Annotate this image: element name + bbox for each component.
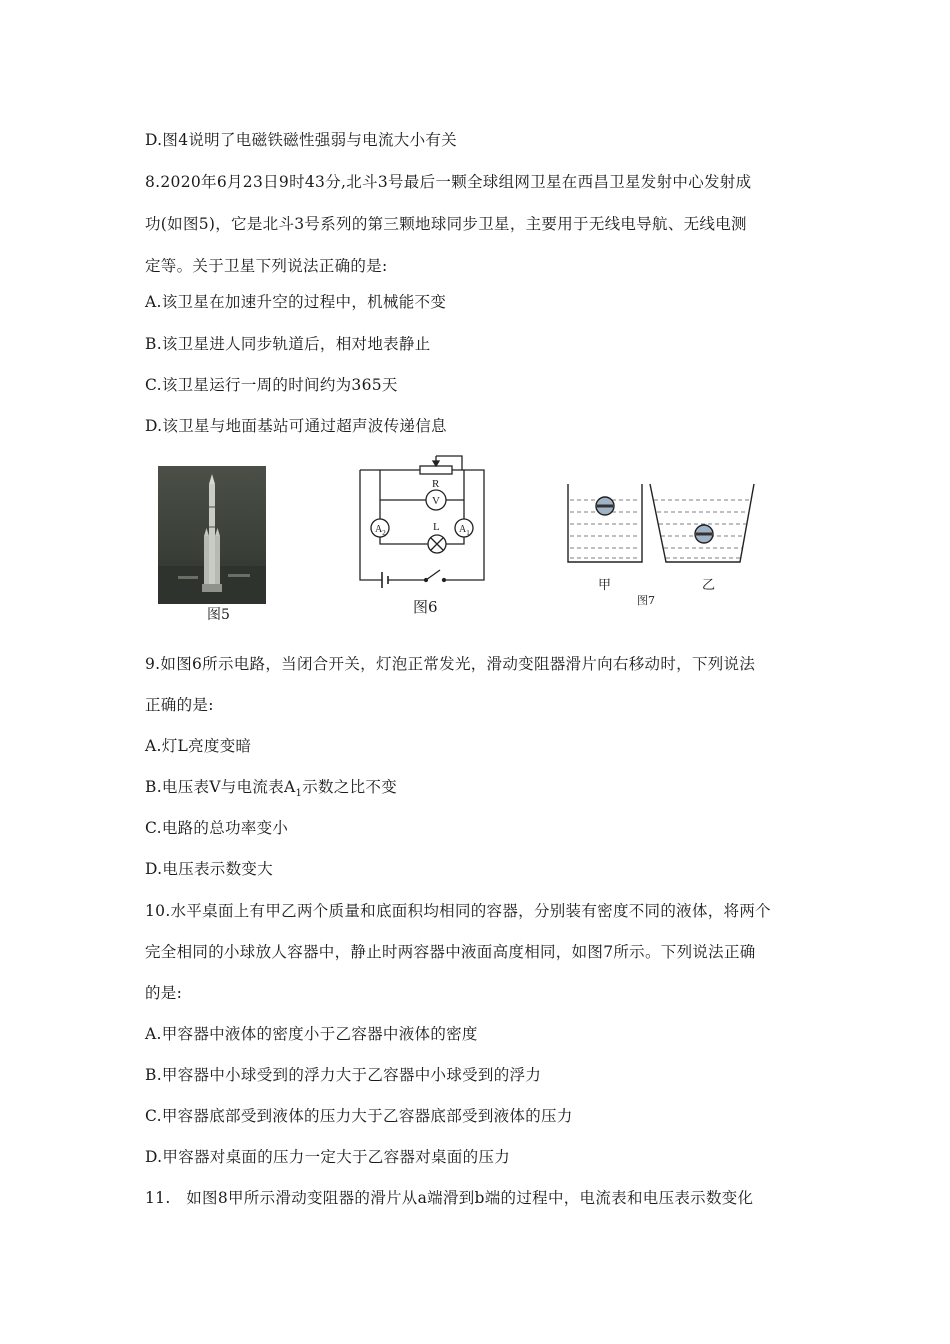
figure-6-caption: 图6 [413, 598, 438, 616]
question-9-line2: 正确的是: [145, 696, 214, 714]
question-10-option-b: B.甲容器中小球受到的浮力大于乙容器中小球受到的浮力 [145, 1066, 542, 1084]
question-10-line3: 的是: [145, 984, 183, 1002]
question-9-option-a: A.灯L亮度变暗 [145, 737, 252, 755]
label-v: V [432, 495, 440, 507]
figure-7-caption: 图7 [637, 594, 655, 607]
label-l: L [433, 521, 440, 533]
switch [426, 570, 440, 580]
question-9-line1: 9.如图6所示电路，当闭合开关，灯泡正常发光，滑动变阻器滑片向右移动时，下列说法 [145, 655, 756, 673]
question-9-option-b [145, 775, 397, 799]
question-9-option-b-part1: B.电压表V与电流表A [145, 778, 296, 796]
question-10-line1: 10.水平桌面上有甲乙两个质量和底面积均相同的容器，分别装有密度不同的液体，将两个 [145, 902, 771, 920]
question-8-option-b: B.该卫星进人同步轨道后，相对地表静止 [145, 335, 431, 353]
label-a2: $A_2$ [375, 524, 386, 537]
question-9-option-b-part2: 示数之比不变 [302, 778, 397, 796]
question-8-option-a: A.该卫星在加速升空的过程中，机械能不变 [145, 293, 447, 311]
figure-5-caption: 图5 [207, 607, 230, 623]
question-9-option-b-sub: 1 [295, 788, 303, 800]
figure-5-rocket-photo [158, 466, 266, 604]
question-10-option-c: C.甲容器底部受到液体的压力大于乙容器底部受到液体的压力 [145, 1107, 573, 1125]
question-10-option-a: A.甲容器中液体的密度小于乙容器中液体的密度 [145, 1025, 478, 1043]
battery [382, 572, 388, 588]
figure-7-label-jia: 甲 [598, 578, 612, 593]
figure-6-circuit [352, 452, 492, 592]
container-jia [568, 484, 642, 562]
question-9-option-c: C.电路的总功率变小 [145, 819, 289, 837]
figure-7-label-yi: 乙 [702, 578, 716, 593]
question-8-line2: 功(如图5)，它是北斗3号系列的第三颗地球同步卫星，主要用于无线电导航、无线电测 [145, 215, 747, 233]
question-8-line1: 8.2020年6月23日9时43分,北斗3号最后一颗全球组网卫星在西昌卫星发射中心发射成 [145, 173, 752, 191]
question-10-option-d: D.甲容器对桌面的压力一定大于乙容器对桌面的压力 [145, 1148, 511, 1166]
label-a1: $A_1$ [459, 524, 470, 537]
question-8-option-d: D.该卫星与地面基站可通过超声波传递信息 [145, 417, 447, 435]
label-r: R [432, 478, 440, 490]
container-yi [650, 484, 754, 562]
line-d-fig4: D.图4说明了电磁铁磁性强弱与电流大小有关 [145, 131, 457, 149]
question-11-line1: 11. 如图8甲所示滑动变阻器的滑片从a端滑到b端的过程中，电流表和电压表示数变化 [145, 1189, 754, 1207]
question-10-line2: 完全相同的小球放人容器中，静止时两容器中液面高度相同，如图7所示。下列说法正确 [145, 943, 756, 961]
question-9-option-d: D.电压表示数变大 [145, 860, 274, 878]
figure-7-containers [560, 480, 760, 570]
question-8-option-c: C.该卫星运行一周的时间约为365天 [145, 376, 398, 394]
question-8-line3: 定等。关于卫星下列说法正确的是: [145, 257, 388, 275]
